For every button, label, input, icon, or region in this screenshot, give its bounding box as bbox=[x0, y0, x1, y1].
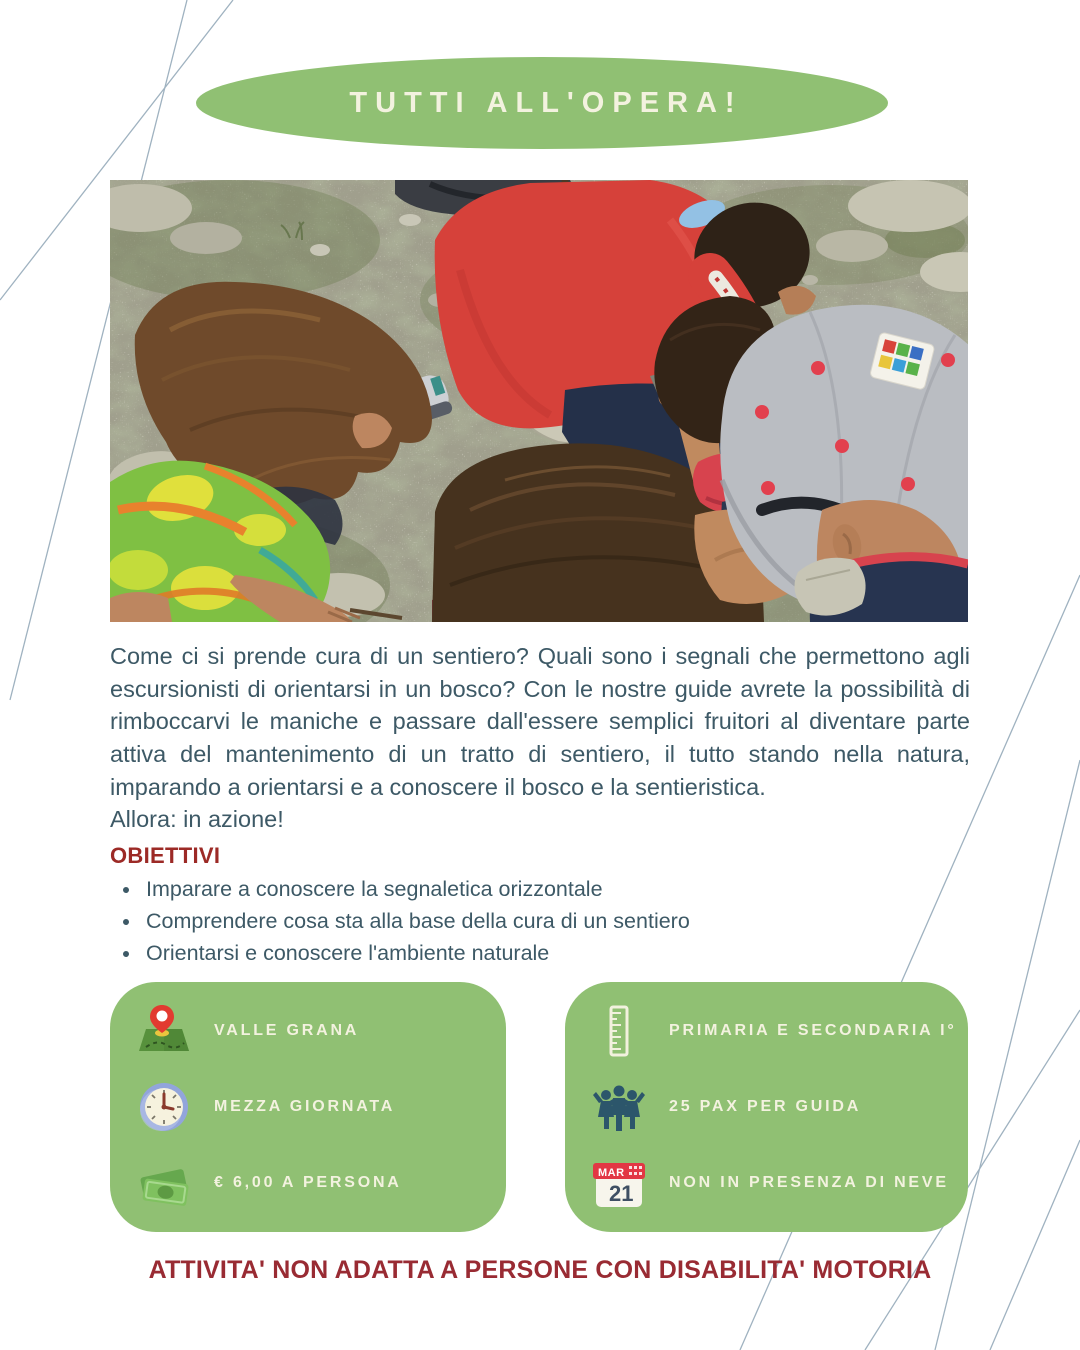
accessibility-warning: ATTIVITA' NON ADATTA A PERSONE CON DISABILITA' MOTORIA bbox=[148, 1256, 932, 1284]
location-label: VALLE GRANA bbox=[214, 1022, 360, 1039]
objectives-heading: OBIETTIVI bbox=[110, 843, 221, 868]
calendar-month: MAR bbox=[598, 1167, 625, 1179]
duration-label: MEZZA GIORNATA bbox=[214, 1098, 396, 1115]
info-row-location bbox=[136, 1003, 488, 1059]
intro-paragraph: Come ci si prende cura di un sentiero? Quali sono i segnali che permettono agli escursionisti di orientarsi in un bosco? Con le nostre guide avrete la possibilità di rimboccarvi le maniche e passare dall'essere semplici fruitori al diventare parte attiva del mantenimento di un tratto di sentiero, il tutto stando nella natura, imparando a orientarsi e a conoscere il bosco e la sentieristica. bbox=[110, 643, 970, 800]
intro-section bbox=[110, 640, 970, 836]
school-level-label: PRIMARIA E SECONDARIA I° bbox=[669, 1022, 957, 1039]
objective-item: • Imparare a conoscere la segnaletica orizzontale bbox=[142, 877, 970, 902]
season-label: NON IN PRESENZA DI NEVE bbox=[669, 1174, 949, 1191]
info-row-school-level bbox=[591, 1003, 957, 1059]
info-box-requirements bbox=[565, 982, 968, 1232]
objectives-list bbox=[142, 877, 970, 966]
map-pin-icon bbox=[136, 1003, 192, 1059]
ruler-icon bbox=[591, 1003, 647, 1059]
info-box-logistics bbox=[110, 982, 506, 1232]
info-row-season bbox=[591, 1155, 950, 1211]
info-row-price bbox=[136, 1155, 488, 1211]
intro-cta: Allora: in azione! bbox=[110, 806, 284, 833]
clock-icon bbox=[136, 1079, 192, 1135]
price-label: € 6,00 A PERSONA bbox=[214, 1174, 402, 1191]
calendar-day: 21 bbox=[609, 1181, 634, 1206]
activity-photo bbox=[110, 180, 968, 622]
money-icon bbox=[136, 1155, 192, 1211]
objectives-section bbox=[110, 843, 970, 973]
objective-item: • Comprendere cosa sta alla base della cura di un sentiero bbox=[142, 909, 970, 934]
calendar-icon bbox=[591, 1155, 647, 1211]
title-banner bbox=[196, 57, 888, 149]
objective-item: • Orientarsi e conoscere l'ambiente naturale bbox=[142, 941, 970, 966]
group-size-label: 25 PAX PER GUIDA bbox=[669, 1098, 862, 1115]
info-row-duration bbox=[136, 1079, 488, 1135]
info-row-group-size bbox=[591, 1079, 950, 1135]
photo-illustration bbox=[110, 180, 968, 622]
page-title: TUTTI ALL'OPERA! bbox=[349, 86, 743, 119]
people-icon bbox=[591, 1079, 647, 1135]
